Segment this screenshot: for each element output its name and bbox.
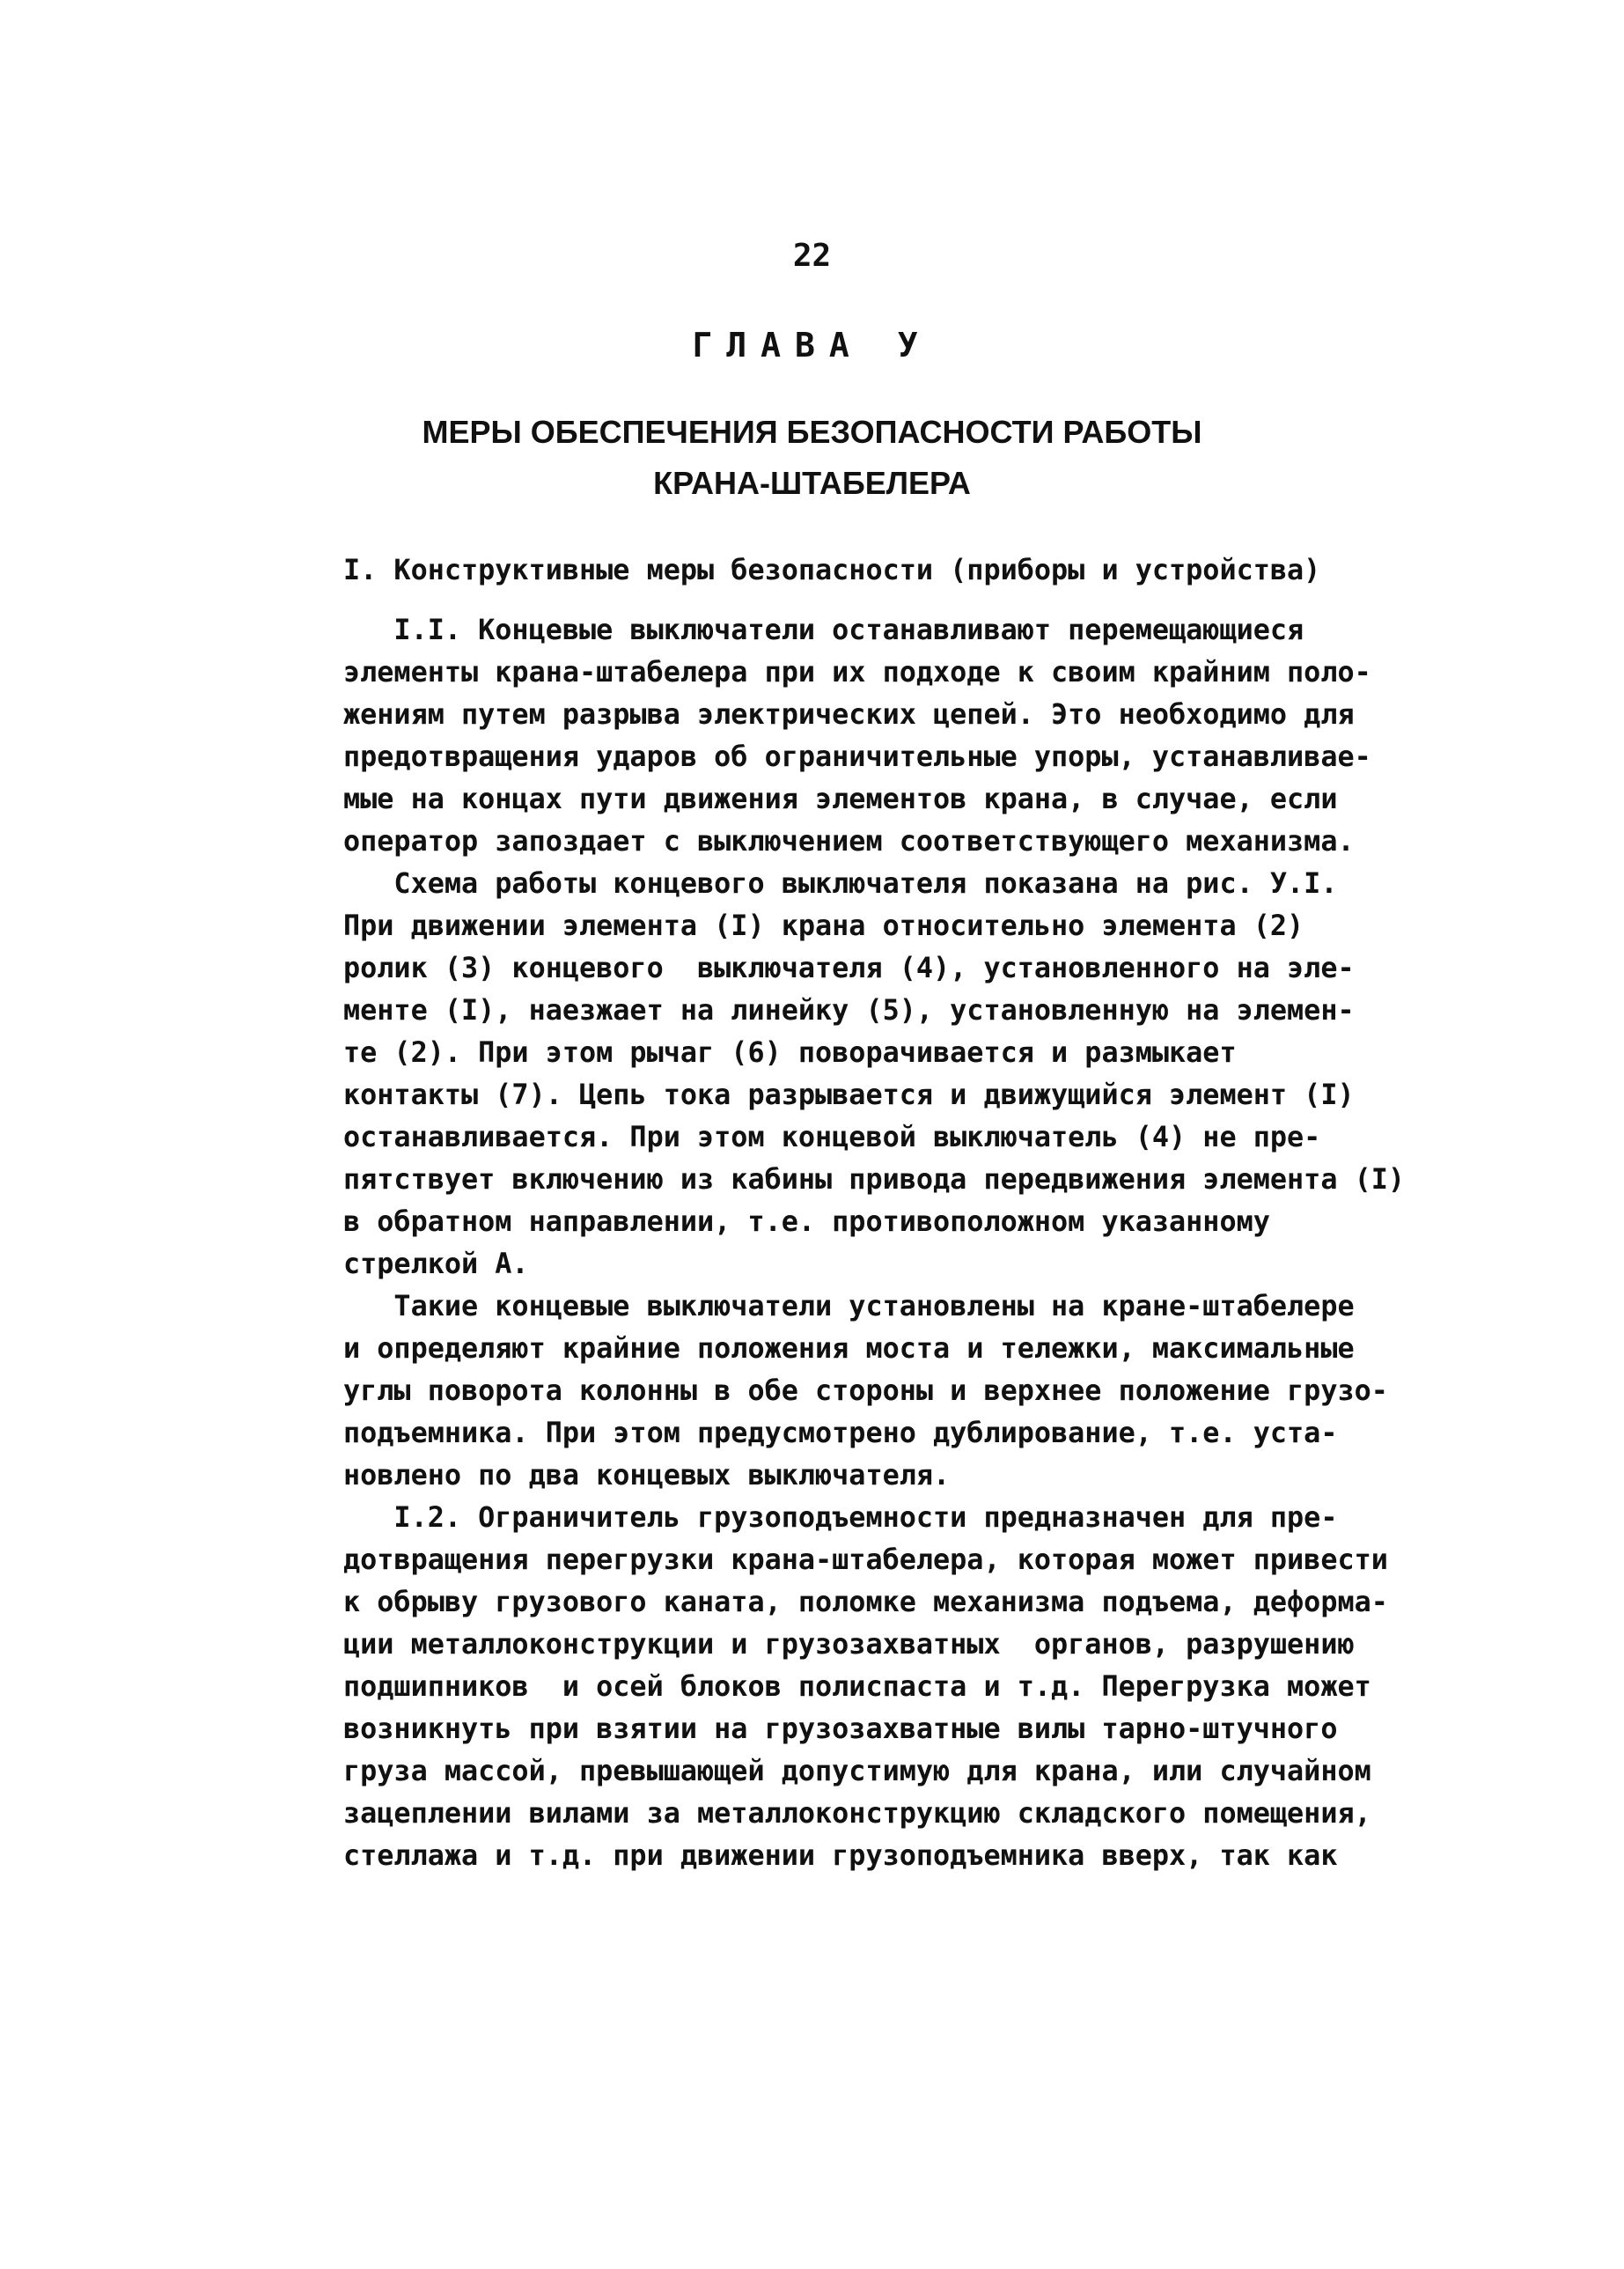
- paragraph-line: в обратном направлении, т.е. противоположном указанному: [343, 1205, 1270, 1238]
- paragraph-line: мые на концах пути движения элементов крана, в случае, если: [343, 783, 1338, 815]
- paragraph-line: жениям путем разрыва электрических цепей. Это необходимо для: [343, 698, 1355, 731]
- paragraph-line: подъемника. При этом предусмотрено дублирование, т.е. уста-: [343, 1417, 1338, 1449]
- paragraph-line: стеллажа и т.д. при движении грузоподъемника вверх, так как: [343, 1839, 1338, 1872]
- paragraph-line: I.I. Концевые выключатели останавливают перемещающиеся: [343, 614, 1304, 646]
- paragraph-line: и определяют крайние положения моста и тележки, максимальные: [343, 1332, 1355, 1365]
- paragraph-line: элементы крана-штабелера при их подходе к своим крайним поло-: [343, 656, 1371, 689]
- paragraph-line: новлено по два концевых выключателя.: [343, 1459, 951, 1492]
- paragraph-line: менте (I), наезжает на линейку (5), установленную на элемен-: [343, 994, 1355, 1027]
- chapter-title-line: МЕРЫ ОБЕСПЕЧЕНИЯ БЕЗОПАСНОСТИ РАБОТЫ: [422, 414, 1202, 450]
- paragraph-line: углы поворота колонны в обе стороны и верхнее положение грузо-: [343, 1374, 1388, 1407]
- paragraph-line: Схема работы концевого выключателя показана на рис. У.I.: [343, 867, 1338, 900]
- paragraph-line: ролик (3) концевого выключателя (4), установленного на эле-: [343, 952, 1355, 984]
- chapter-heading: ГЛАВА У: [692, 326, 932, 365]
- page-number: 22: [792, 238, 832, 274]
- paragraph-line: Такие концевые выключатели установлены на кране-штабелере: [343, 1290, 1355, 1322]
- section-heading: I. Конструктивные меры безопасности (приборы и устройства): [343, 554, 1321, 586]
- paragraph-line: предотвращения ударов об ограничительные упоры, устанавливае-: [343, 740, 1371, 773]
- paragraph-line: зацеплении вилами за металлоконструкцию складского помещения,: [343, 1797, 1371, 1830]
- paragraph-line: стрелкой А.: [343, 1248, 529, 1280]
- paragraph-line: оператор запоздает с выключением соответствующего механизма.: [343, 825, 1355, 858]
- paragraph-line: дотвращения перегрузки крана-штабелера, которая может привести: [343, 1543, 1388, 1576]
- paragraph-line: останавливается. При этом концевой выключатель (4) не пре-: [343, 1121, 1321, 1153]
- paragraph-line: возникнуть при взятии на грузозахватные вилы тарно-штучного: [343, 1713, 1338, 1745]
- paragraph-line: груза массой, превышающей допустимую для крана, или случайном: [343, 1755, 1371, 1787]
- paragraph-line: те (2). При этом рычаг (6) поворачивается и размыкает: [343, 1036, 1237, 1069]
- chapter-title-line: КРАНА-ШТАБЕЛЕРА: [653, 465, 971, 501]
- paragraph-line: ции металлоконструкции и грузозахватных органов, разрушению: [343, 1628, 1355, 1661]
- paragraph-line: к обрыву грузового каната, поломке механизма подъема, деформа-: [343, 1586, 1388, 1618]
- chapter-title: [0, 407, 1624, 509]
- paragraph-line: пятствует включению из кабины привода передвижения элемента (I): [343, 1163, 1406, 1196]
- paragraph-line: контакты (7). Цепь тока разрывается и движущийся элемент (I): [343, 1079, 1355, 1111]
- paragraph-line: При движении элемента (I) крана относительно элемента (2): [343, 910, 1304, 942]
- paragraph-line: I.2. Ограничитель грузоподъемности предназначен для пре-: [343, 1501, 1338, 1534]
- paragraph-line: подшипников и осей блоков полиспаста и т.д. Перегрузка может: [343, 1670, 1371, 1703]
